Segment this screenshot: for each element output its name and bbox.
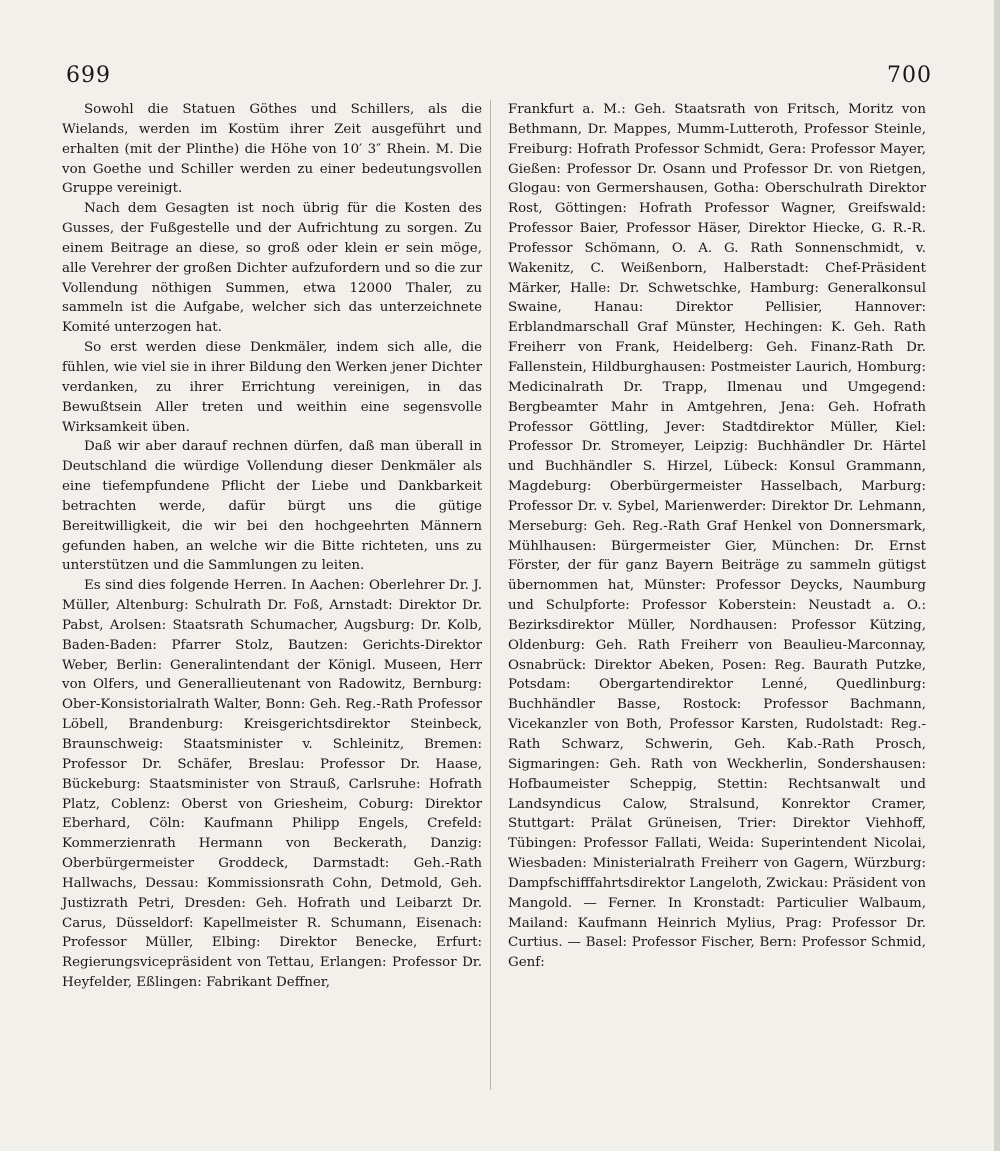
page-edge — [994, 0, 1000, 1151]
column-gutter — [490, 100, 491, 1090]
paragraph-committee-list-continued: Frankfurt a. M.: Geh. Staatsrath von Fritsch, Moritz von Bethmann, Dr. Mappes, Mumm-Lutteroth, Professor Steinle, Freiburg: Hofrath Professor Schmidt, Gera: Professor Mayer, Gießen: Professor Dr. Osann und Professor Dr. von Rietgen, Glogau: von Germershausen, Gotha: Oberschulrath Direktor Rost, Göttingen: Hofrath Professor Wagner, Greifswald: Professor Baier, Professor Häser, Direktor Hiecke, G. R.-R. Professor Schömann, O. A. G. Rath Sonnenschmidt, v. Wakenitz, C. Weißenborn, Halberstadt: Chef-Präsident Märker, Halle: Dr. Schwetschke, Hamburg: Generalkonsul Swaine, Hanau: Direktor Pellisier, Hannover: Erblandmarschall Graf Münster, Hechingen: K. Geh. Rath Freiherr von Frank, Heidelberg: Geh. Finanz-Rath Dr. Fallenstein, Hildburghausen: Postmeister Laurich, Homburg: Medicinalrath Dr. Trapp, Ilmenau und Umgegend: Bergbeamter Mahr in Amtgehren, Jena: Geh. Hofrath Professor Göttling, Jever: Stadtdirektor Müller, Kiel: Professor Dr. Stromeyer, Leipzig: Buchhändler Dr. Härtel und Buchhändler S. Hirzel, Lübeck: Konsul Grammann, Magdeburg: Oberbürgermeister Hasselbach, Marburg: Professor Dr. v. Sybel, Marienwerder: Direktor Dr. Lehmann, Merseburg: Geh. Reg.-Rath Graf Henkel von Donnersmark, Mühlhausen: Bürgermeister Gier, München: Dr. Ernst Förster, der für ganz Bayern Beiträge zu sammeln gütigst übernommen hat, Münster: Professor Deycks, Naumburg und Schulpforte: Professor Koberstein: Neustadt a. O.: Bezirksdirektor Müller, Nordhausen: Professor Kützing, Oldenburg: Geh. Rath Freiherr von Beaulieu-Marconnay, Osnabrück: Direktor Abeken, Posen: Reg. Baurath Putzke, Potsdam: Obergartendirektor Lenné, Quedlinburg: Buchhändler Basse, Rostock: Professor Bachmann, Vicekanzler von Both, Professor Karsten, Rudolstadt: Reg.-Rath Schwarz, Schwerin, Geh. Kab.-Rath Prosch, Sigmaringen: Geh. Rath von Weckherlin, Sondershausen: Hofbaumeister Scheppig, Stettin: Rechtsanwalt und Landsyndicus Calow, Stralsund, Konrektor Cramer, Stuttgart: Prälat Grüneisen, Trier: Direktor Viehhoff, Tübingen: Professor Fallati, Weida: Superintendent Nicolai, Wiesbaden: Ministerialrath Freiherr von Gagern, Würzburg: Dampfschifffahrtsdirektor Langeloth, Zwickau: Präsident von Mangold. — Ferner. In Kronstadt: Particulier Walbaum, Mailand: Kaufmann Heinrich Mylius, Prag: Professor Dr. Curtius. — Basel: Professor Fischer, Bern: Professor Schmid, Genf: — [508, 102, 926, 971]
paragraph-monuments: So erst werden diese Denkmäler, indem sich alle, die fühlen, wie viel sie in ihrer Bildung den Werken jener Dichter verdanken, zu ihrer Errichtung vereinigen, in das Bewußtsein Aller treten und weithin eine segensvolle Wirksamkeit üben. — [62, 340, 482, 435]
paragraph-statues: Sowohl die Statuen Göthes und Schillers, als die Wielands, werden im Kostüm ihrer Zeit ausgeführt und erhalten (mit der Plinthe) die Höhe von 10′ 3″ Rhein. M. Die von Goethe und Schiller werden zu einer bedeutungsvollen Gruppe vereinigt. — [62, 102, 482, 197]
left-column — [62, 100, 482, 993]
right-column — [508, 100, 926, 973]
page-number-left: 699 — [66, 63, 111, 88]
paragraph-costs: Nach dem Gesagten ist noch übrig für die Kosten des Gusses, der Fußgestelle und der Aufrichtung zu sorgen. Zu einem Beitrage an diese, so groß oder klein er sein möge, alle Verehrer der großen Dichter aufzufordern und so die zur Vollendung nöthigen Summen, etwa 12000 Thaler, zu sammeln ist die Aufgabe, welcher sich das unterzeichnete Komité unterzogen hat. — [62, 201, 482, 336]
paragraph-committee-list: Es sind dies folgende Herren. In Aachen: Oberlehrer Dr. J. Müller, Altenburg: Schulrath Dr. Foß, Arnstadt: Direktor Dr. Pabst, Arolsen: Staatsrath Schumacher, Augsburg: Dr. Kolb, Baden-Baden: Pfarrer Stolz, Bautzen: Gerichts-Direktor Weber, Berlin: Generalintendant der Königl. Museen, Herr von Olfers, und Generallieutenant von Radowitz, Bernburg: Ober-Konsistorialrath Walter, Bonn: Geh. Reg.-Rath Professor Löbell, Brandenburg: Kreisgerichtsdirektor Steinbeck, Braunschweig: Staatsminister v. Schleinitz, Bremen: Professor Dr. Schäfer, Breslau: Professor Dr. Haase, Bückeburg: Staatsminister von Strauß, Carlsruhe: Hofrath Platz, Coblenz: Oberst von Griesheim, Coburg: Direktor Eberhard, Cöln: Kaufmann Philipp Engels, Crefeld: Kommerzienrath Hermann von Beckerath, Danzig: Oberbürgermeister Groddeck, Darmstadt: Geh.-Rath Hallwachs, Dessau: Kommissionsrath Cohn, Detmold, Geh. Justizrath Petri, Dresden: Geh. Hofrath und Leibarzt Dr. Carus, Düsseldorf: Kapellmeister R. Schumann, Eisenach: Professor Müller, Elbing: Direktor Benecke, Erfurt: Regierungsvicepräsident von Tettau, Erlangen: Professor Dr. Heyfelder, Eßlingen: Fabrikant Deffner, — [62, 578, 482, 991]
page-number-right: 700 — [887, 63, 932, 88]
paragraph-support: Daß wir aber darauf rechnen dürfen, daß man überall in Deutschland die würdige Vollendung dieser Denkmäler als eine tiefempfundene Pflicht der Liebe und Dankbarkeit betrachten werde, dafür bürgt uns die gütige Bereitwilligkeit, die wir bei den hochgeehrten Männern gefunden haben, an welche wir die Bitte richteten, uns zu unterstützen und die Sammlungen zu leiten. — [62, 439, 482, 574]
